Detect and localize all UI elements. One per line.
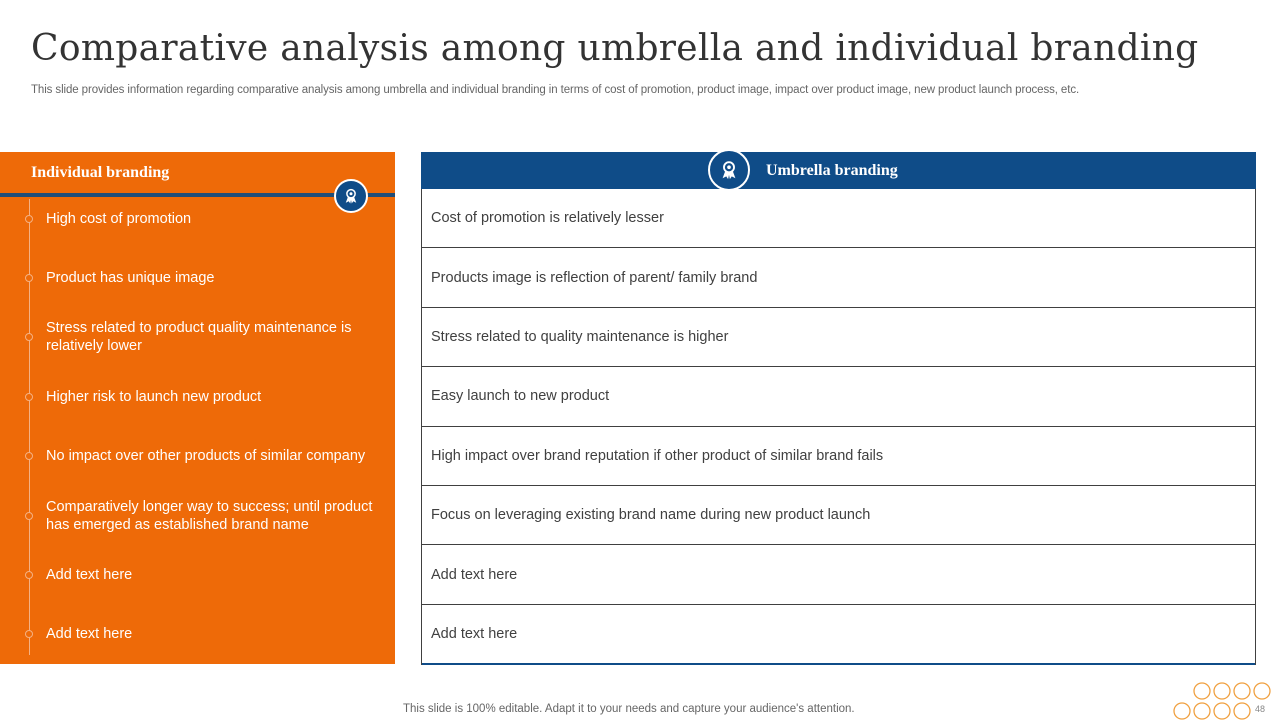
list-item-text: Add text here: [46, 626, 133, 643]
list-item: [0, 486, 395, 545]
table-cell: Easy launch to new product: [431, 388, 610, 405]
individual-branding-title: Individual branding: [31, 164, 170, 181]
decorative-circles-icon: [1172, 682, 1272, 720]
page-number: 48: [1255, 704, 1266, 714]
bullet-dot: [25, 274, 33, 282]
list-item: [0, 308, 395, 367]
bullet-dot: [25, 571, 33, 579]
table-row: [422, 486, 1255, 545]
table-cell: Products image is reflection of parent/ family brand: [431, 269, 758, 286]
table-row: [422, 189, 1255, 248]
list-item-text: Comparatively longer way to success; until product has emerged as established brand name: [46, 498, 373, 533]
bullet-dot: [25, 393, 33, 401]
list-item-text: Add text here: [46, 567, 133, 584]
list-item: [0, 605, 395, 664]
list-item: [0, 248, 395, 307]
bullet-dot: [25, 215, 33, 223]
list-item: [0, 427, 395, 486]
table-cell: Add text here: [431, 566, 518, 583]
list-item: [0, 545, 395, 604]
list-item-text: No impact over other products of similar company: [46, 448, 366, 465]
table-row: [422, 427, 1255, 486]
table-cell: Focus on leveraging existing brand name during new product launch: [431, 507, 871, 524]
table-row: [422, 545, 1255, 604]
list-item-text: High cost of promotion: [46, 210, 192, 227]
table-cell: Stress related to quality maintenance is higher: [431, 328, 729, 345]
table-cell: High impact over brand reputation if other product of similar brand fails: [431, 447, 884, 464]
list-item: [0, 189, 395, 248]
umbrella-branding-table: [421, 189, 1256, 665]
table-cell: Add text here: [431, 625, 518, 642]
individual-branding-panel: [0, 152, 395, 664]
bullet-dot: [25, 452, 33, 460]
list-item-text: Stress related to product quality maintenance is relatively lower: [46, 320, 352, 355]
slide-footer: This slide is 100% editable. Adapt it to your needs and capture your audience's attention.: [403, 703, 855, 715]
list-item-text: Product has unique image: [46, 270, 215, 287]
award-ribbon-icon: [708, 149, 750, 191]
individual-branding-list: [0, 189, 395, 664]
slide-subtitle: This slide provides information regarding comparative analysis among umbrella and individual branding in terms of cost of promotion, product image, impact over product image, new product launch process, etc.: [31, 84, 1080, 96]
umbrella-branding-panel: [421, 152, 1256, 664]
bullet-dot: [25, 333, 33, 341]
table-row: [422, 248, 1255, 307]
umbrella-branding-header: [421, 152, 1256, 189]
table-row: [422, 605, 1255, 665]
slide-title: Comparative analysis among umbrella and individual branding: [31, 28, 1199, 69]
list-item: [0, 367, 395, 426]
bullet-dot: [25, 512, 33, 520]
bullet-dot: [25, 630, 33, 638]
table-row: [422, 308, 1255, 367]
table-cell: Cost of promotion is relatively lesser: [431, 210, 664, 227]
umbrella-branding-title: Umbrella branding: [766, 162, 898, 179]
table-row: [422, 367, 1255, 426]
list-item-text: Higher risk to launch new product: [46, 388, 262, 405]
